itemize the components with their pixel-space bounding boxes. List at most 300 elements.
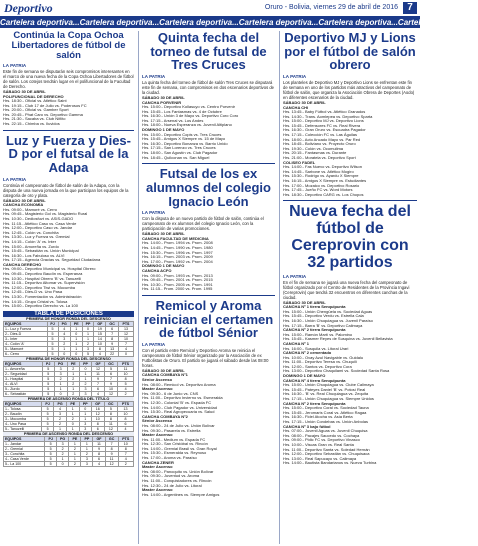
table-cell: 1	[70, 336, 82, 341]
fixture-line: Hrs. 12:45.- Colón vs. Conchita	[3, 229, 59, 235]
column-header: PP	[81, 436, 93, 441]
table-cell: 11	[118, 366, 134, 371]
fixture-line: Hrs. 09:45.- Magisterio Gol vs. Magisterio Rural	[3, 211, 88, 217]
column-header: PTS	[118, 361, 134, 366]
fixture-line: Hrs. 15:00.- Deportivo Derecho vs. La 100	[3, 303, 78, 309]
table-cell: 3.- Conchita	[4, 451, 45, 456]
column-header: PG	[54, 361, 67, 366]
fixture-line: Hrs. 16:30.- Unión Chuquiagua vs. Juvenil Paraíso	[283, 317, 373, 323]
table-cell: 1	[56, 456, 69, 461]
standings-table	[3, 361, 134, 397]
column-header: PP	[79, 401, 91, 406]
fixture-line: Hrs. 15:30.- Esmeralda vs. Reynoso	[142, 450, 207, 456]
column-header: PE	[67, 361, 79, 366]
fixture-line: DOMINGO 1 DE MAYO	[283, 373, 326, 379]
column-header: PG	[56, 436, 69, 441]
table-cell: 5	[47, 326, 58, 331]
table-cell: 10	[94, 341, 106, 346]
table-cell: 5	[47, 351, 58, 356]
fixture-line: CANCHA Nº 1	[283, 340, 309, 346]
column-divider	[138, 31, 139, 544]
table-cell: 5	[47, 341, 58, 346]
table-cell: 4.- Colón 'A'	[4, 341, 48, 346]
fixture-line: Master Ascenso	[142, 432, 173, 438]
table-cell: 5	[42, 426, 54, 431]
kicker: LA PATRIA	[142, 73, 166, 79]
column-header: PJ	[42, 361, 54, 366]
fixture-line: Hrs. 08:00.- Pacajes Saucedo vs. Cochaya	[283, 432, 360, 438]
headline: Deportivo MJ y Lions por el fútbol de salón obrero	[284, 30, 416, 73]
fixture-line: SÁBADO 30 DE ABRIL	[283, 99, 326, 105]
column-header: PJ	[42, 401, 54, 406]
fixture-line: Hrs. 21:30.- Sacaba vs. Club Niñito	[3, 116, 66, 122]
table-cell: 2	[118, 461, 133, 466]
fixture-line: Hrs. 15:45.- Kasmer Reyes de Susquina vs. Juvenil Bellavista	[283, 336, 393, 342]
table-cell: 2	[54, 376, 67, 381]
table-cell: 2.- Dies-D	[4, 331, 48, 336]
table-cell: 10	[118, 336, 133, 341]
article-body: En el fin de semana se jugará una nueva fecha del campeonato de fútbol organizado por el Centro de Residentes de la Provincia Ingavi (Cereprovin) que tendrá 32 encuentros en diferentes canchas de la ciudad.	[283, 279, 410, 300]
fixture-line: Hrs. 20:15.- Fantasmas vs. Durante	[283, 150, 347, 156]
table-cell: 1	[67, 426, 79, 431]
fixture-line: Hrs. 10:30.- Hospital Obrero 'B' vs. Tanuzelli	[3, 275, 82, 281]
fixture-line: Hrs. 20:45.- Phat Caro vs. Deportivo Gamma	[3, 111, 83, 117]
table-cell: 7	[118, 341, 133, 346]
fixture-line: CANCHA Nº 2 cementado	[283, 350, 332, 356]
table-cell: 8	[118, 446, 133, 451]
fixture-line: Hrs. 15:45.- Deportivo Verdu vs. Estrella Cala	[283, 313, 364, 319]
column-header: PE	[69, 436, 81, 441]
fixture-line: Hrs. 07:00.- Juvenil Aguas vs. Juvenil Chuquisa	[283, 428, 368, 434]
headline: Futsal de los ex alumnos del colegio Ignacio León	[146, 166, 271, 209]
table-cell: 6	[93, 456, 105, 461]
kicker: LA PATRIA	[283, 273, 307, 279]
table-cell: 9	[105, 451, 118, 456]
table-cell: 5.- Mamoré	[4, 346, 48, 351]
table-cell: 3.- Inter	[4, 336, 48, 341]
table-cell: 1	[54, 381, 67, 386]
fixture-line: Hrs. 20:00.- Oficial vs. Gamber Sport	[3, 107, 69, 113]
column-header: PJ	[47, 321, 58, 326]
fixture-line: Hrs. 15:00.- Unión Chengüela vs. Sociedad Aguas	[283, 308, 373, 314]
fixture-list	[283, 101, 417, 197]
column-header: GF	[94, 321, 106, 326]
table-cell: 11	[92, 371, 105, 376]
fixture-line: CANCHA Nº 3 bajo fútbol	[283, 423, 331, 429]
table-cell: 2	[56, 451, 69, 456]
group-title: PRIMERA DE ASCENSO RONDA DEL DESCENSO	[3, 432, 134, 436]
table-cell: 8	[106, 336, 119, 341]
fixture-line: Hrs. 18:00.- San Agustín vs. Club Pagador	[142, 150, 218, 156]
table-cell: 5	[42, 391, 54, 396]
table-cell: 5	[42, 376, 54, 381]
kicker: LA PATRIA	[3, 176, 27, 182]
column-header: EQUIPOS	[4, 436, 45, 441]
fixture-line: CANCHA PORVENIR	[142, 99, 182, 105]
fixture-line: Hrs. 17:15.- San Lorenzo vs. Tres Cruces	[142, 145, 216, 151]
fixture-line: Hrs. 16:15.- Prom. 2003 vs. Prom. 2009	[142, 254, 213, 260]
table-cell: 0	[67, 421, 79, 426]
table-cell: 1	[79, 371, 91, 376]
divider	[283, 200, 417, 201]
fixture-line: Hrs. 17:00.- Aroma vs. Paraíso	[142, 455, 197, 461]
fixture-line: Hrs. 11:00.- Deportivo Santa vs. Soledad Hernán	[283, 446, 370, 452]
article-body: Los planteles de Deportivo MJ y Deportivo Lions se enfrentan este fin de semana en uno de los partidos más atractivos del campeonato de fútbol de salón, que organiza la Asociación Obrera de Deportes (Aodo) en diferentes escenarios de la ciudad.	[283, 79, 415, 100]
fixture-line: Hrs. 15:30.- Rodrigo vs. Ayardu X Siempre	[283, 173, 359, 179]
fixture-line: Hrs. 16:30.- Gran Oruro vs. Escuadra Pagador	[283, 127, 366, 133]
fixture-line: DOMINGO 1 DE MAYO	[142, 263, 185, 269]
fixture-line: Hrs. 14:30.- Trans. Aomlepea vs. Deportivo Sparta	[283, 113, 373, 119]
table-cell: 1	[54, 386, 67, 391]
table-cell: 5	[42, 381, 54, 386]
fixture-line: COLISEO FADEL	[283, 159, 316, 165]
table-cell: 4	[118, 346, 133, 351]
table-cell: 5	[45, 451, 56, 456]
table-cell: 2	[118, 391, 134, 396]
column-header: PE	[67, 401, 79, 406]
table-cell: 5.- Tanuzelli	[4, 426, 42, 431]
table-cell: 2.- Seguridad	[4, 371, 43, 376]
table-cell: 3	[81, 456, 93, 461]
table-cell: 5	[47, 331, 58, 336]
fixture-line: Master Ascenso	[142, 487, 173, 493]
table-cell: 3.- Mocumba	[4, 416, 42, 421]
fixture-line: CANCHA ZENER	[142, 459, 174, 465]
table-cell: 1	[70, 346, 82, 351]
table-cell: 1	[67, 371, 79, 376]
table-cell: 6.- Sebastián	[4, 391, 43, 396]
table-cell: 5	[104, 406, 117, 411]
table-cell: 5	[42, 421, 54, 426]
table-cell: 1.- Tolosa	[4, 406, 42, 411]
fixture-line: Hrs. 18:45.- Boliviano vs. Proyecto Oruro	[283, 141, 356, 147]
fixture-line: SÁBADO 30 DE ABRIL	[142, 231, 185, 237]
table-cell: 4	[58, 331, 70, 336]
table-cell: 2	[82, 341, 94, 346]
fixture-line: Hrs. 11:00.- Deportivo Invierno vs. Esmeralda	[142, 395, 223, 401]
fixture-line: Hrs. 13:30.- Luz y Fuerza vs. Gremial	[3, 234, 70, 240]
table-cell: 5	[47, 336, 58, 341]
table-cell: 0	[56, 461, 69, 466]
fixture-line: Hrs. 09:30.- Pasarela vs. Estrella	[142, 427, 201, 433]
table-cell: 3	[82, 346, 94, 351]
fixture-line: Hrs. 17:15.- Barra 'B' vs. Deportivo Calimaya	[283, 322, 363, 328]
fixture-line: Hrs. 10:30.- Dediosfuvt vs. ASIS-GADO	[3, 215, 74, 221]
fixture-line: Hrs. 14:00.- Fas Nuevo vs. Deportivo Wilson	[283, 164, 362, 170]
table-cell: 1.- Amoreña	[4, 366, 43, 371]
table-cell: 8	[91, 421, 104, 426]
kicker: LA PATRIA	[142, 210, 166, 216]
fixture-line: Hrs. 14:00.- Club Pagador vs. Universidad	[142, 404, 217, 410]
table-cell: 1	[81, 446, 93, 451]
fixture-line: Hrs. 09:30.- 6 de Junio vs. CNS	[142, 390, 199, 396]
table-cell: 5	[45, 456, 56, 461]
group-title: PRIMERA DE HONOR RONDA DEL DESCENSO	[3, 317, 134, 321]
fixture-line: Hrs. 15:45.- Sebastián vs. Unión Municipal	[3, 248, 79, 254]
table-cell: 12	[92, 366, 105, 371]
standings-table	[3, 401, 134, 432]
table-cell: 2	[58, 341, 70, 346]
fixture-list	[142, 369, 275, 498]
fixture-line: Hrs. 10:30.- Prom. 2005 vs. Prom. 1991	[142, 281, 213, 287]
table-cell: 3	[56, 441, 69, 446]
column-header: PG	[58, 321, 70, 326]
column-header: PP	[82, 321, 94, 326]
table-row	[4, 391, 134, 396]
group-title: PRIMERA DE ASCENSO RONDA DEL TÍTULO	[3, 397, 134, 401]
divider	[3, 130, 134, 131]
table-cell: 10	[118, 371, 134, 376]
fixture-line: Hrs. 18:30.- Deportivo CARG vs. Los Chopos	[283, 191, 364, 197]
table-cell: 11	[93, 441, 105, 446]
fixture-line: Hrs. 10:00.- Viscas Gran vs. Real Santa	[283, 441, 354, 447]
table-cell: 1	[70, 326, 82, 331]
fixture-line: Hrs. 10:00.- Ovay Azul Navigable vs. Guidalu	[283, 354, 364, 360]
table-cell: 12	[118, 331, 133, 336]
table-cell: 7	[106, 331, 119, 336]
table-cell: 6	[92, 386, 105, 391]
article-body: Este fin de semana se disputarán seis compromisos interesantes en el marco de una nueva fecha de la Copa Ochoa Libertadores de fútbol de salón. Los cotejos tendrán lugar en el polifuncional de la Facultad de Derecho.	[3, 68, 134, 89]
table-cell: 8	[104, 416, 117, 421]
table-cell: 5	[42, 416, 54, 421]
fixture-line: SÁBADO 30 DE ABRIL	[142, 94, 185, 100]
fixture-line: Sénior Ascenso	[142, 376, 173, 382]
table-cell: 5	[42, 366, 54, 371]
table-cell: 2.- Gremial	[4, 446, 45, 451]
fixture-list	[3, 199, 134, 309]
fixture-line: Hrs. 16:00.- Susquila vs. Litoral Urari	[283, 345, 349, 351]
fixture-line: Hrs. 17:15.- Agencia Gracias vs. Seguridad Ciudadana	[3, 257, 101, 263]
table-cell: 8	[94, 346, 106, 351]
column-header: PTS	[118, 321, 133, 326]
table-cell: 22	[106, 351, 119, 356]
table-cell: 1	[69, 456, 81, 461]
fixture-line: Hrs. 15:45.- Los Fantasmas vs. 4 de Octubre	[142, 108, 222, 114]
table-cell: 3	[54, 411, 67, 416]
column-header: GF	[91, 401, 104, 406]
fixture-line: Hrs. 14:00.- Argentines vs. Siempre Amigos	[142, 491, 220, 497]
fixture-line: Hrs. 15:45.- Pateyes Daniel 'B' vs. Potosí Real	[283, 386, 366, 392]
page-number: 7	[403, 2, 417, 14]
table-cell: 9	[106, 341, 119, 346]
fixture-line: Hrs. 12:00.- Santos vs. Deportivo Cora	[283, 363, 352, 369]
column-header: GF	[92, 361, 105, 366]
table-cell: 8	[118, 376, 134, 381]
fixture-list	[3, 90, 134, 127]
table-cell: 3	[54, 371, 67, 376]
table-cell: 5	[45, 441, 56, 446]
table-cell: 4.- Uno Pasa	[4, 421, 42, 426]
table-cell: 8	[105, 446, 118, 451]
table-cell: 2	[79, 381, 91, 386]
table-cell: 1.- Luz y Fuerza	[4, 326, 48, 331]
fixture-line: Hrs. 13:00.- Real Sapucayo vs. Calimaya	[283, 455, 357, 461]
fixture-line: Hrs. 14:00.- Gremial Brasil vs. Gran Royal	[142, 445, 217, 451]
column-left	[3, 31, 134, 544]
table-cell: 1	[67, 411, 79, 416]
table-row	[4, 351, 134, 356]
table-cell: 5	[118, 381, 134, 386]
column-header: GC	[105, 436, 118, 441]
article-body: Con la disputa de un nuevo partido de fútbol de salón, continúa el campeonato de ex alumnos del colegio Ignacio León, con la participación de varias promociones.	[142, 216, 264, 232]
table-cell: 2	[69, 461, 81, 466]
table-cell: 5	[42, 411, 54, 416]
fixture-line: Hrs. 18:45.- Quilconan vs. San Miguel	[142, 154, 210, 160]
fixture-line: Hrs. 18:30.- Oficial vs. Atlético Saint	[3, 98, 67, 104]
divider	[142, 163, 275, 164]
divider	[142, 295, 275, 296]
fixture-line: CANCHA FACULTAD DE MEDICINA	[142, 235, 209, 241]
fixture-line: Hrs. 09:00.- Mamoré vs. Cerro	[3, 206, 58, 212]
table-cell: 2	[54, 416, 67, 421]
table-cell: 1	[82, 336, 94, 341]
column-header: EQUIPOS	[4, 401, 42, 406]
column-header: PTS	[118, 436, 133, 441]
dateline: Oruro - Bolivia, viernes 29 de abril de 2016	[264, 4, 398, 11]
fixture-line: Hrs. 16:15.- Amigos X Siempre vs. Estudiantes	[283, 178, 367, 184]
table-cell: 4	[118, 426, 134, 431]
table-cell: 2	[81, 451, 93, 456]
fixture-line: Hrs. 19:15.- Club 17 de Julio vs. Poderosos FC	[3, 102, 87, 108]
table-cell: 3	[54, 366, 67, 371]
column-header: PG	[54, 401, 67, 406]
table-cell: 1	[82, 331, 94, 336]
table-cell: 5	[82, 351, 94, 356]
fixture-line: SÁBADO 30 DE ABRIL	[3, 197, 46, 203]
fixture-line: Hrs. 18:00.- Acto Ancado Mayo vs. Par Red	[283, 136, 361, 142]
fixture-line: Hrs. 13:00.- Deportivo Chaquilami vs. Sociedad Santa Rosa	[283, 368, 390, 374]
table-cell: 3.- Hospital	[4, 376, 43, 381]
table-cell: 4	[118, 456, 133, 461]
fixture-line: Hrs. 19:30.- Colón vs. Ocomulima	[283, 145, 344, 151]
fixture-line: Hrs. 14:15.- Colón 'A' vs. Inter	[3, 238, 57, 244]
headline: Luz y Fuerza y Dies-D por el futsal de la Adapa	[6, 132, 131, 175]
table-cell: 2	[67, 366, 79, 371]
table-cell: 4	[92, 391, 105, 396]
fixture-line: Hrs. 08:00.- 24 de Julio vs. Unión Bolívar	[142, 422, 215, 428]
fixture-line: POLIFUNCIONAL DE DERECHO	[3, 93, 64, 99]
fixture-line: Hrs. 09:45.- Prom. 2001 vs. Prom. 2015	[142, 277, 213, 283]
fixture-line: Hrs. 12:45.- Dies-D vs. Uno Pasa	[3, 289, 63, 295]
table-cell: 3	[79, 421, 91, 426]
fixture-line: Hrs. 14:15.- Grupo Cristal vs. Tolosa	[3, 298, 68, 304]
fixture-line: Sénior Ascenso	[142, 418, 173, 424]
fixture-line: CANCHA Nº 2 tierra Senquipunta	[283, 327, 346, 333]
fixture-line: SÁBADO 30 DE ABRIL	[3, 88, 46, 94]
table-cell: 4	[58, 326, 70, 331]
fixture-line: Hrs. 09:00.- Pidic FC vs. Deportivo Vinasco	[283, 437, 360, 443]
fixture-line: Hrs. 15:00.- Deportivo Kollasuyo vs. Centro Porvenir	[142, 104, 235, 110]
headline: Quinta fecha del torneo de futsal de Tres Cruces	[150, 30, 267, 73]
column-header: PP	[79, 361, 91, 366]
headline: Remicol y Aroma reinician el certamen de fútbol Sénior	[143, 297, 274, 341]
fixture-list	[142, 232, 275, 292]
fixture-line: Hrs. 09:00.- Prom. 1993 vs. Prom. 2013	[142, 272, 213, 278]
table-cell: 4	[94, 351, 106, 356]
table-cell: 2.- Baudín	[4, 411, 42, 416]
standings-table	[3, 436, 134, 467]
headline: Continúa la Copa Ochoa Libertadores de fútbol de salón	[11, 30, 126, 61]
section-logo: Deportivo	[4, 1, 53, 15]
table-cell: 13	[106, 346, 119, 351]
table-cell: 0	[54, 391, 67, 396]
table-cell: 5	[42, 371, 54, 376]
table-cell: 1	[69, 441, 81, 446]
fixture-line: Hrs. 15:00.- Deportivo Copis vs. Tres Cruces	[142, 131, 222, 137]
table-cell: 10	[104, 386, 117, 391]
table-cell: 12	[104, 391, 117, 396]
fixture-line: Hrs. 17:15.- Arsenal vs. Los Andes	[142, 117, 204, 123]
section-ribbon: Cartelera deportiva...Cartelera deportiva...Cartelera deportiva...Cartelera deportiva...Cartelera deportiva...Cartelera deportiva...	[0, 18, 478, 27]
table-cell: 5	[47, 346, 58, 351]
fixture-line: CANCHA ACFO	[142, 267, 172, 273]
table-cell: 3	[81, 461, 93, 466]
table-cell: 4	[118, 386, 134, 391]
table-cell: 6	[91, 426, 104, 431]
fixture-line: Hrs. 21:00.- Moratela vs. Deportivo Sport	[283, 155, 356, 161]
fixture-line: Hrs. 16:30.- Los Fabuloso vs. ALVI	[3, 252, 65, 258]
fixture-line: Hrs. 12:00.- Deportivo Tiwi vs. Mocumba	[3, 284, 76, 290]
table-cell: 0	[82, 326, 94, 331]
table-cell: 2	[56, 446, 69, 451]
fixture-line: Hrs. 17:15.- Unión Condebas vs. Unión Anbolas	[283, 419, 368, 425]
table-cell: 10	[118, 441, 133, 446]
fixture-line: Hrs. 08:00.- Remicol vs. Deportivo Aroma	[142, 381, 216, 387]
table-cell: 2	[69, 446, 81, 451]
fixture-line: Hrs. 15:30.- Real Agropecuaria vs. Salud	[142, 409, 215, 415]
fixture-line: Hrs. 11:00.- Deportivo Teresa vs. Chuquilí	[283, 359, 357, 365]
fixture-line: Hrs. 17:15.- Unión Chuquiagua vs. Siempre Unidos	[283, 396, 374, 402]
column-center	[142, 31, 275, 544]
fixture-line: CANCHA Nº 1 tierra Senquipunta	[283, 304, 346, 310]
table-cell: 14	[94, 336, 106, 341]
table-cell: 4.- Casa Verde	[4, 456, 45, 461]
fixture-line: Master Ascenso	[142, 386, 173, 392]
fixture-line: Hrs. 12:00.- Deportivo Sebastián vs. Chuquisaca	[283, 451, 370, 457]
fixture-line: Hrs. 15:00.- Deportivo Coral vs. Sociedad Tauna	[283, 405, 369, 411]
table-cell: 5.- Zurdo	[4, 386, 43, 391]
fixture-line: SÁBADO 30 DE ABRIL	[142, 367, 185, 373]
fixture-line: Hrs. 14:45.- Prom. 1990 vs. Prom. 1980	[142, 244, 213, 250]
fixture-line: Hrs. 16:30.- Unión 3 de Mayo vs. Deportivo Coro Coro	[142, 113, 239, 119]
table-cell: 19	[94, 326, 106, 331]
table-cell: 7	[105, 441, 118, 446]
fixture-line: Hrs. 18:00.- Nueva Esperanza vs. Juvenil Altiplano	[142, 122, 232, 128]
fixture-line: Hrs. 17:00.- Prom. 1992 vs. Prom. 2004	[142, 258, 213, 264]
table-cell: 4	[54, 406, 67, 411]
table-cell: 0	[79, 406, 91, 411]
table-cell: 5	[45, 461, 56, 466]
fixture-line: Hrs. 15:45.- Amigos X Siempre vs. 15 de Mayo	[142, 136, 226, 142]
table-row	[4, 461, 134, 466]
table-cell: 8	[104, 411, 117, 416]
table-cell: 6	[104, 371, 117, 376]
fixture-line: Hrs. 15:30.- Prom. 1996 vs. Prom. 1997	[142, 249, 213, 255]
fixture-line: Hrs. 17:00.- Mozalco vs. Deportivo Rosario	[283, 182, 360, 188]
table-cell: 6.- Cerro	[4, 351, 48, 356]
standings-table	[3, 321, 134, 357]
table-cell: 6	[106, 326, 119, 331]
column-right	[283, 31, 417, 544]
table-cell: 9	[93, 446, 105, 451]
table-cell: 1	[58, 346, 70, 351]
fixture-line: SÁBADO 30 DE ABRIL	[283, 299, 326, 305]
headline: Nueva fecha del fútbol de Cereprovin con 32 partidos	[289, 203, 411, 271]
article-body: La quinta fecha del torneo de fútbol de salón Tres Cruces se disputará este fin de semana, con compromisos en dos escenarios deportivos de la ciudad.	[142, 79, 274, 95]
fixture-line: Hrs. 22:15.- Chimba vs. Iluvidos	[3, 121, 60, 127]
table-cell: 1	[79, 416, 91, 421]
table-cell: 0	[70, 331, 82, 336]
